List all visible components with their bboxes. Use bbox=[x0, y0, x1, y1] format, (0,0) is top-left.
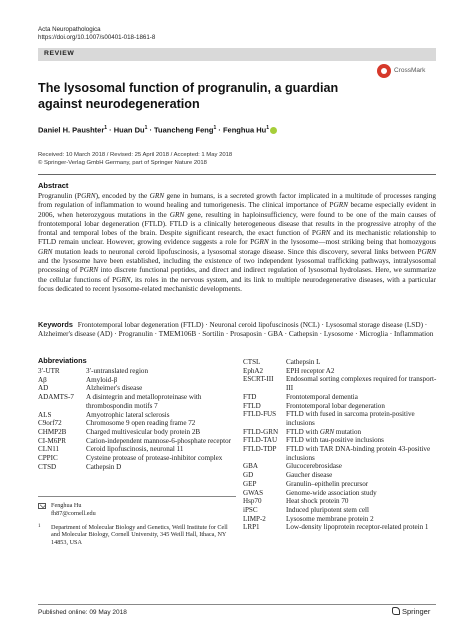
abbreviation-row bbox=[243, 402, 438, 411]
abbreviation-term: CPPIC bbox=[38, 454, 58, 463]
crossmark-badge[interactable] bbox=[377, 64, 437, 78]
abbreviation-definition: FTLD with fused in sarcoma protein-positive inclusions bbox=[286, 410, 415, 427]
author-affiliation-mark: 1 bbox=[144, 125, 148, 131]
keywords-text: Frontotemporal lobar degeneration (FTLD) · Neuronal ceroid lipofuscinosis (NCL) · Lysosomal storage disease (LSD) · Alzheimer's disease (AD) · Progranulin · TMEM106B · Sortilin · Prosaposin · GBA · Cathepsin · Lysosome · Microglia · Inflammation bbox=[38, 321, 434, 339]
abbreviation-definition: A disintegrin and metalloproteinase with thrombospondin motifs 7 bbox=[86, 393, 202, 410]
journal-name: Acta Neuropathologica bbox=[38, 26, 101, 33]
abbreviation-definition: Alzheimer's disease bbox=[86, 384, 143, 393]
abbreviation-row bbox=[243, 428, 438, 437]
abbreviation-definition: 3′-untranslated region bbox=[86, 367, 149, 375]
footnote-divider bbox=[38, 496, 236, 497]
orcid-icon[interactable] bbox=[270, 127, 277, 134]
abbreviation-definition: Charged multivesicular body protein 2B bbox=[86, 427, 201, 436]
published-online: Published online: 09 May 2018 bbox=[38, 609, 127, 616]
abbreviation-term: FTD bbox=[243, 392, 257, 401]
abbreviation-row bbox=[243, 393, 438, 402]
abbreviation-row bbox=[243, 367, 438, 376]
dates-line: Received: 10 March 2018 / Revised: 25 April 2018 / Accepted: 1 May 2018 bbox=[38, 152, 233, 158]
abbreviation-term: CLN11 bbox=[38, 445, 60, 454]
abbreviation-term: ADAMTS-7 bbox=[38, 393, 74, 402]
footnotes bbox=[38, 496, 238, 547]
abbreviation-definition: Endosomal sorting complexes required for transport-III bbox=[286, 375, 437, 393]
article-history bbox=[38, 151, 232, 167]
abbreviation-definition: Lysosome membrane protein 2 bbox=[286, 514, 374, 523]
abbreviation-term: GBA bbox=[243, 462, 258, 471]
abbreviation-row bbox=[243, 515, 438, 524]
abbreviation-definition: Granulin–epithelin precursor bbox=[286, 479, 369, 488]
abbreviation-definition: Frontotemporal lobar degeneration bbox=[286, 401, 385, 410]
abbreviation-term: iPSC bbox=[243, 505, 258, 514]
envelope-icon bbox=[38, 503, 46, 509]
author-name[interactable]: Daniel H. Paushter bbox=[38, 125, 105, 135]
abbreviation-term: FTLD-GRN bbox=[243, 427, 279, 436]
abbreviation-definition: Cation-independent mannose-6-phosphate receptor bbox=[86, 436, 231, 445]
abbreviation-row bbox=[243, 523, 438, 532]
abbreviation-row bbox=[243, 410, 438, 427]
publisher-name: Springer bbox=[402, 607, 431, 616]
abbreviation-term: EphA2 bbox=[243, 366, 264, 375]
abbreviation-row bbox=[243, 497, 438, 506]
abbreviation-term: FTLD-TAU bbox=[243, 436, 278, 445]
abbreviation-definition: Cathepsin L bbox=[286, 358, 321, 366]
abbreviation-row bbox=[38, 367, 238, 376]
abbreviation-term: ESCRT-III bbox=[243, 375, 274, 384]
abbreviation-definition: Frontotemporal dementia bbox=[286, 392, 358, 401]
abstract-heading: Abstract bbox=[38, 181, 69, 190]
abbreviation-definition: FTLD with TAR DNA-binding protein 43-positive inclusions bbox=[286, 445, 431, 462]
abbreviation-row bbox=[38, 384, 238, 393]
corresponding-author bbox=[38, 502, 238, 518]
abbreviation-row bbox=[38, 411, 238, 420]
abbreviation-row bbox=[243, 462, 438, 471]
author-affiliation-mark: 1 bbox=[213, 125, 217, 131]
author-name[interactable]: Huan Du bbox=[113, 125, 145, 135]
abbreviation-row bbox=[38, 437, 238, 446]
copyright-line: © Springer-Verlag GmbH Germany, part of Springer Nature 2018 bbox=[38, 160, 207, 166]
abbreviation-row bbox=[243, 506, 438, 515]
abbreviation-definition: Chromosome 9 open reading frame 72 bbox=[86, 419, 196, 428]
abbreviation-definition: Heat shock protein 70 bbox=[286, 497, 349, 506]
affiliation-note bbox=[38, 524, 238, 547]
abbreviation-row bbox=[243, 375, 438, 392]
abbreviation-term: Hsp70 bbox=[243, 497, 262, 506]
abbreviation-term: CI-M6PR bbox=[38, 436, 66, 445]
affiliation-text: Department of Molecular Biology and Genetics, Weill Institute for Cell and Molecular Biology, Cornell University, 345 Weill Hall, Ithaca, NY 14853, USA bbox=[51, 523, 228, 547]
abbreviation-term: GD bbox=[243, 471, 254, 480]
author-name[interactable]: Tuancheng Feng bbox=[154, 125, 214, 135]
abbreviations-left-column bbox=[38, 367, 238, 471]
abbreviation-row bbox=[38, 445, 238, 454]
author-affiliation-mark: 1 bbox=[266, 125, 270, 131]
abbreviation-row bbox=[38, 454, 238, 463]
header-divider bbox=[38, 174, 436, 175]
abbreviation-row bbox=[243, 480, 438, 489]
section-label: REVIEW bbox=[44, 50, 75, 57]
article-title: The lysosomal function of progranulin, a guardian against neurodegeneration bbox=[38, 81, 339, 111]
journal-header bbox=[38, 26, 155, 42]
abbreviation-definition: Genome-wide association study bbox=[286, 488, 377, 497]
keywords-block bbox=[38, 320, 436, 340]
crossmark-icon bbox=[377, 64, 391, 78]
corresponding-email[interactable]: fh87@cornell.edu bbox=[51, 509, 96, 517]
abbreviation-definition: Glucocerebrosidase bbox=[286, 462, 342, 471]
author-list: Daniel H. Paushter$^1$ · Huan $Du^1$ · Tuancheng Feng$^1$ · Fenghua Hu$^1$ bbox=[38, 125, 277, 135]
abbreviations-heading: Abbreviations bbox=[38, 356, 87, 365]
publisher-logo bbox=[392, 607, 430, 616]
abbreviation-term: LIMP-2 bbox=[243, 514, 266, 523]
abbreviation-term: LRP1 bbox=[243, 523, 260, 532]
crossmark-label: CrossMark bbox=[394, 67, 426, 74]
abbreviation-term: CTSD bbox=[38, 462, 57, 471]
abbreviation-row bbox=[243, 358, 438, 367]
abbreviation-definition: Cathepsin D bbox=[86, 462, 122, 471]
abbreviation-term: FTLD-TDP bbox=[243, 445, 277, 454]
abbreviation-definition: Induced pluripotent stem cell bbox=[286, 505, 369, 514]
corresponding-name: Fenghua Hu bbox=[51, 502, 82, 509]
abbreviation-row bbox=[243, 436, 438, 445]
abstract-text: Progranulin (PGRN), encoded by the GRN gene in humans, is a secreted growth factor implicated in a multitude of processes ranging from regulation of inflammation to wound healing and tumorigenesis. The clinical importance of PGRN became especially evident in 2006, when heterozygous mutations in the GRN gene, resulting in haploinsufficiency, were found to be one of the main causes of frontotemporal lobar degeneration (FTLD). FTLD is a clinically heterogeneous disease that results in the progressive atrophy of the frontal and temporal lobes of the brain. Despite significant research, the exact function of PGRN and its mechanistic relationship to FTLD remain unclear. However, growing evidence suggests a role for PGRN in the lysosome—most striking being that homozygous GRN mutation leads to neuronal ceroid lipofuscinosis, a lysosomal storage disease. Since this discovery, several links between PGRN and the lysosome have been established, including the existence of two independent lysosomal trafficking pathways, intralysosomal processing of PGRN into discrete functional peptides, and direct and indirect regulation of lysosomal hydrolases. Here, we summarize the cellular functions of PGRN, its roles in the nervous system, and its link to multiple neurodegenerative diseases, with a particular focus dedicated to recent lysosome-related mechanistic developments. bbox=[38, 192, 437, 293]
abbreviation-definition: Cysteine protease of protease-inhibitor complex bbox=[86, 454, 223, 463]
abbreviation-term: Aβ bbox=[38, 375, 47, 384]
abbreviation-definition: Amyotrophic lateral sclerosis bbox=[86, 410, 170, 419]
author-name[interactable]: Fenghua Hu bbox=[222, 125, 267, 135]
abbreviation-row bbox=[38, 463, 238, 472]
abbreviation-definition: Low-density lipoprotein receptor-related protein 1 bbox=[286, 523, 429, 532]
abbreviation-definition: Ceroid lipofuscinosis, neuronal 11 bbox=[86, 445, 184, 454]
abbreviation-term: C9orf72 bbox=[38, 419, 62, 428]
abbreviation-definition: EPH receptor A2 bbox=[286, 366, 335, 375]
affiliation-mark: 1 bbox=[38, 523, 41, 529]
section-bar bbox=[38, 48, 436, 61]
abbreviation-term: CHMP2B bbox=[38, 427, 67, 436]
abbreviation-term: GWAS bbox=[243, 488, 264, 497]
abbreviation-definition: FTLD with tau-positive inclusions bbox=[286, 436, 384, 445]
abbreviation-term: GEP bbox=[243, 479, 257, 488]
abbreviation-definition: FTLD with GRN mutation bbox=[286, 427, 362, 436]
abbreviation-row bbox=[243, 445, 438, 462]
abbreviation-row bbox=[38, 419, 238, 428]
abbreviation-term: ALS bbox=[38, 410, 52, 419]
footer-divider bbox=[38, 604, 436, 605]
abbreviation-term: AD bbox=[38, 384, 49, 393]
author-affiliation-mark: 1 bbox=[104, 125, 108, 131]
abbreviation-definition: Amyloid-β bbox=[86, 375, 118, 384]
abbreviation-definition: Gaucher disease bbox=[286, 471, 333, 480]
doi-link[interactable]: https://doi.org/10.1007/s00401-018-1861-8 bbox=[38, 34, 156, 41]
abbreviation-term: 3′-UTR bbox=[38, 367, 60, 375]
springer-horse-icon bbox=[392, 607, 400, 615]
abbreviation-term: CTSL bbox=[243, 358, 261, 366]
abbreviation-row bbox=[243, 471, 438, 480]
keywords-label: Keywords bbox=[38, 320, 73, 329]
abbreviation-row bbox=[38, 393, 238, 410]
abbreviation-row bbox=[38, 376, 238, 385]
abbreviations-right-column bbox=[243, 358, 438, 532]
abbreviation-term: FTLD-FUS bbox=[243, 410, 277, 419]
abbreviation-term: FTLD bbox=[243, 401, 261, 410]
abbreviation-row bbox=[243, 489, 438, 498]
abbreviation-row bbox=[38, 428, 238, 437]
